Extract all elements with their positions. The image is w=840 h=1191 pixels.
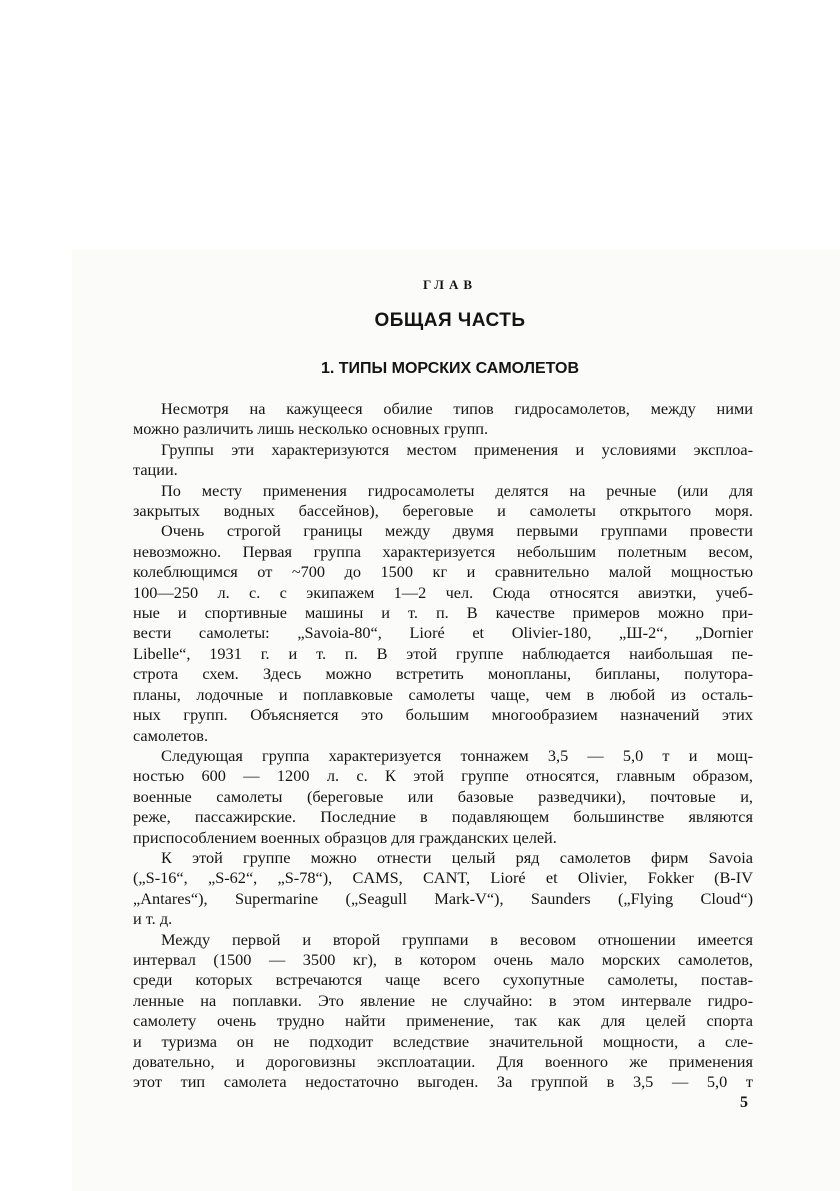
text-line: можно различить лишь несколько основных групп. bbox=[133, 419, 489, 439]
text-line: ных групп. Объясняется это большим многообразием назначений этих bbox=[133, 705, 753, 725]
chapter-title: ОБЩАЯ ЧАСТЬ bbox=[374, 310, 526, 331]
text-line: интервал (1500 — 3500 кг), в котором очень мало морских самолетов, bbox=[133, 949, 753, 969]
text-line: реже, пассажирские. Последние в подавляющем большинстве являются bbox=[133, 807, 753, 827]
text-line: К этой группе можно отнести целый ряд самолетов фирм Savoia bbox=[161, 847, 753, 867]
text-line: Очень строгой границы между двумя первыми группами провести bbox=[161, 521, 753, 541]
text-line: самолету очень трудно найти применение, так как для целей спорта bbox=[133, 1011, 753, 1031]
section-title: 1. ТИПЫ МОРСКИХ САМОЛЕТОВ bbox=[320, 360, 579, 377]
text-line: строта схем. Здесь можно встретить монопланы, бипланы, полутора- bbox=[133, 664, 753, 684]
text-line: планы, лодочные и поплавковые самолеты чаще, чем в любой из осталь- bbox=[133, 684, 753, 704]
text-line: и т. д. bbox=[133, 909, 173, 929]
text-line: закрытых водных бассейнов), береговые и самолеты открытого моря. bbox=[133, 501, 753, 521]
text-line: самолетов. bbox=[133, 725, 209, 745]
text-line: Между первой и второй группами в весовом отношении имеется bbox=[161, 929, 753, 949]
text-line: тации. bbox=[133, 460, 178, 480]
page-number: 5 bbox=[740, 1094, 748, 1111]
chapter-label: ГЛАВ bbox=[422, 277, 478, 292]
text-line: и туризма он не подходит вследствие значительной мощности, а сле- bbox=[133, 1031, 753, 1051]
text-line: Группы эти характеризуются местом применения и условиями эксплоа- bbox=[161, 439, 753, 459]
text-line: Несмотря на кажущееся обилие типов гидросамолетов, между ними bbox=[161, 399, 753, 418]
text-line: среди которых встречаются чаще всего сухопутные самолеты, постав- bbox=[133, 970, 753, 990]
text-line: („S-16“, „S-62“, „S-78“), CAMS, CANT, Lioré et Olivier, Fokker (B-IV bbox=[133, 868, 753, 888]
text-line: невозможно. Первая группа характеризуется небольшим полетным весом, bbox=[133, 541, 753, 561]
text-line: довательно, и дороговизны эксплоатации. Для военного же применения bbox=[133, 1052, 753, 1071]
body-text bbox=[133, 399, 753, 1093]
text-line: „Antares“), Supermarine („Seagull Mark-V“), Saunders („Flying Cloud“) bbox=[133, 888, 753, 908]
text-line: По месту применения гидросамолеты делятся на речные (или для bbox=[161, 480, 753, 500]
text-line: военные самолеты (береговые или базовые разведчики), почтовые и, bbox=[133, 786, 753, 806]
text-line: приспособлением военных образцов для гражданских целей. bbox=[133, 827, 557, 847]
text-line: Следующая группа характеризуется тоннажем 3,5 — 5,0 т и мощ- bbox=[161, 745, 753, 765]
text-line: вести самолеты: „Savoia-80“, Lioré et Olivier-180, „Ш-2“, „Dornier bbox=[133, 623, 753, 643]
text-line: Libelle“, 1931 г. и т. п. В этой группе наблюдается наибольшая пе- bbox=[133, 643, 753, 663]
text-line: ные и спортивные машины и т. п. В качестве примеров можно при- bbox=[133, 603, 753, 623]
text-line: 100—250 л. с. с экипажем 1—2 чел. Сюда относятся авиэтки, учеб- bbox=[133, 582, 753, 602]
text-line: колеблющимся от ~700 до 1500 кг и сравнительно малой мощностью bbox=[133, 562, 753, 582]
text-line: этот тип самолета недостаточно выгоден. За группой в 3,5 — 5,0 т bbox=[133, 1072, 753, 1092]
text-line: ленные на поплавки. Это явление не случайно: в этом интервале гидро- bbox=[133, 990, 753, 1010]
text-line: ностью 600 — 1200 л. с. К этой группе относятся, главным образом, bbox=[133, 766, 753, 786]
